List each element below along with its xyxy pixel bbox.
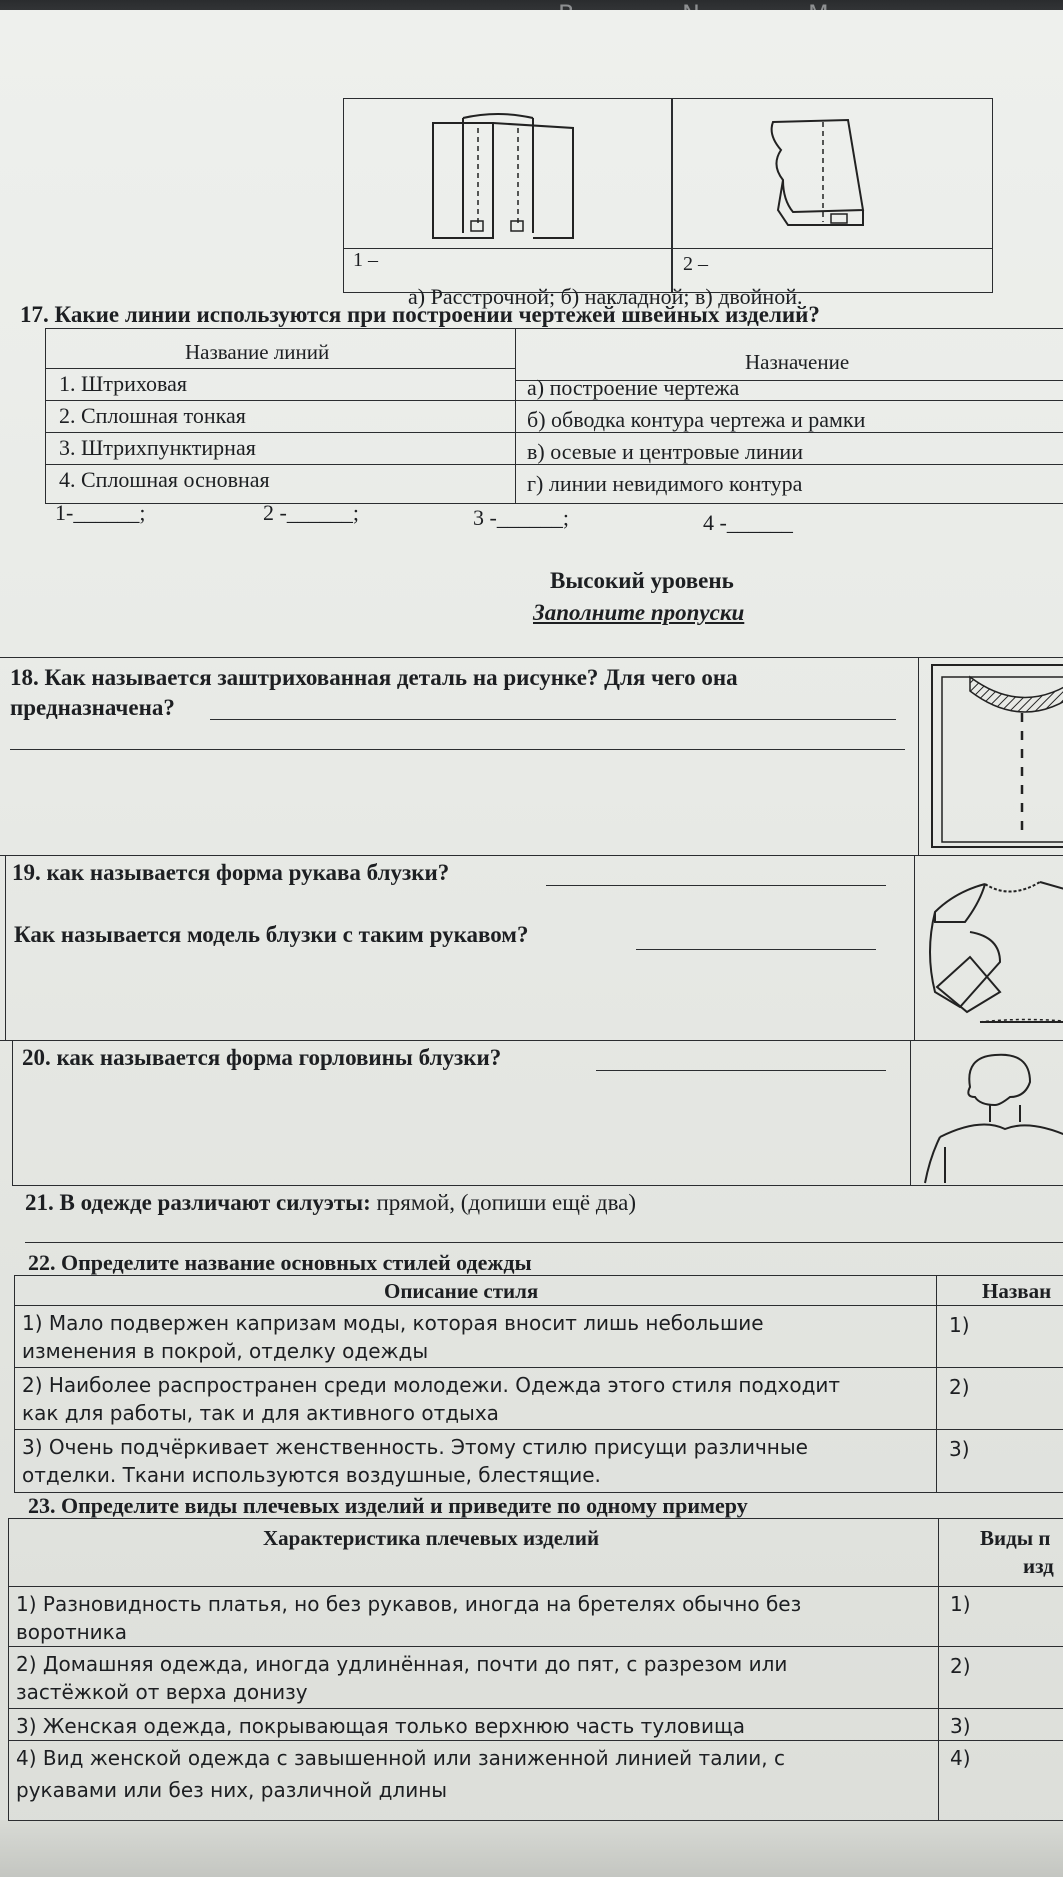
q17-answer-3[interactable]: 3 -______; [473, 505, 569, 530]
q18-image-divider [918, 657, 919, 855]
section-title: Высокий уровень [550, 568, 734, 593]
questions-18-20-table [0, 657, 1063, 1187]
seam-figure-table [343, 98, 993, 293]
q18-top-line [0, 657, 1063, 658]
q23-row-2-number[interactable]: 2) [950, 1654, 971, 1678]
q19-image-divider [914, 855, 915, 1040]
q17-header-line-left [45, 368, 515, 369]
blouse-sleeve-drawing [925, 862, 1063, 1040]
q21-question [25, 1190, 636, 1216]
q17-row-2-purpose: б) обводка контура чертежа и рамки [527, 407, 866, 432]
q22-row-2-line-1: 2) Наиболее распространен среди молодежи. Одежда этого стиля подходит [22, 1373, 841, 1397]
q23-header-desc: Характеристика плечевых изделий [263, 1526, 600, 1550]
q19-question-2: Как называется модель блузки с таким рукавом? [14, 922, 529, 947]
q19-question-1: 19. как называется форма рукава блузки? [12, 860, 450, 885]
q23-row-line-1 [8, 1646, 1063, 1647]
q22-row-2-line-2: как для работы, так и для активного отдыха [22, 1401, 499, 1425]
seam-drawing-1 [423, 108, 603, 243]
q23-table [8, 1518, 1063, 1821]
q17-header-purpose: Назначение [745, 350, 850, 374]
seam-cell-2-label: 2 – [683, 253, 708, 275]
q22-header-name: Назван [982, 1279, 1052, 1303]
q19-left-border [5, 855, 6, 1040]
q22-row-1-line-1: 1) Мало подвержен капризам моды, которая вносит лишь небольшие [22, 1311, 764, 1335]
q23-header-kinds-line-2: изд [1023, 1554, 1054, 1578]
q22-table [14, 1275, 1063, 1493]
q23-header-kinds-line-1: Виды п [980, 1526, 1051, 1550]
q20-answer-line[interactable] [596, 1070, 886, 1071]
q23-col-divider [938, 1518, 939, 1821]
q17-row-3-name: 3. Штрихпунктирная [59, 435, 256, 460]
q17-row-4-purpose: г) линии невидимого контура [527, 471, 803, 496]
q17-col-divider [515, 328, 516, 504]
q20-left-border [12, 1040, 13, 1185]
q22-row-line-2 [14, 1429, 1063, 1430]
q22-row-2-number[interactable]: 2) [949, 1375, 970, 1399]
q22-col-divider [936, 1275, 937, 1493]
seam-options: а) Расстрочной; б) накладной; в) двойной. [408, 284, 803, 309]
page-bottom-shadow [0, 1820, 1063, 1877]
q20-question: 20. как называется форма горловины блузки? [22, 1045, 502, 1070]
q17-table [45, 328, 1063, 504]
q19-answer-line-1[interactable] [546, 885, 886, 886]
q17-row-3-purpose: в) осевые и центровые линии [527, 439, 803, 464]
q17-row-4-name: 4. Сплошная основная [59, 467, 270, 492]
q18-line-2: предназначена? [10, 695, 175, 720]
q23-header-line [8, 1586, 1063, 1587]
q17-title: 17. Какие линии используются при построении чертежей швейных изделий? [20, 302, 820, 327]
section-subtitle: Заполните пропуски [533, 600, 745, 625]
seam-cell-1-label: 1 – [353, 249, 378, 271]
q23-row-1-line-2: воротника [16, 1620, 128, 1644]
q23-row-line-2 [8, 1708, 1063, 1709]
q22-row-3-line-2: отделки. Ткани используются воздушные, блестящие. [22, 1463, 601, 1487]
q23-row-4-line-2: рукавами или без них, различной длины [16, 1778, 448, 1802]
q21-bold-text: 21. В одежде различают силуэты: [25, 1190, 371, 1215]
q22-row-3-number[interactable]: 3) [949, 1437, 970, 1461]
q22-header-line [14, 1305, 1063, 1306]
q20-bottom-line [12, 1185, 1063, 1186]
q18-answer-line-1[interactable] [210, 719, 896, 720]
q17-answer-2[interactable]: 2 -______; [263, 500, 359, 525]
q21-answer-line[interactable] [25, 1242, 1063, 1243]
q23-row-4-number[interactable]: 4) [950, 1746, 971, 1770]
q19-top-line [0, 855, 1063, 856]
q20-image-divider [910, 1040, 911, 1185]
q18-line-1: 18. Как называется заштрихованная деталь на рисунке? Для чего она [10, 665, 738, 690]
q23-title: 23. Определите виды плечевых изделий и приведите по одному примеру [28, 1493, 748, 1518]
seam-drawing-2 [753, 110, 933, 240]
q23-row-2-line-1: 2) Домашняя одежда, иногда удлинённая, почти до пят, с разрезом или [16, 1652, 788, 1676]
q19-answer-line-2[interactable] [636, 949, 876, 950]
q22-title: 22. Определите название основных стилей одежды [28, 1250, 532, 1275]
blouse-neckline-drawing [920, 1047, 1063, 1185]
q17-answer-1[interactable]: 1-______; [55, 500, 146, 525]
q18-answer-line-2[interactable] [10, 749, 905, 750]
q22-row-1-line-2: изменения в покрой, отделку одежды [22, 1339, 429, 1363]
q23-row-line-3 [8, 1740, 1063, 1741]
q23-row-2-line-2: застёжкой от верха донизу [16, 1680, 308, 1704]
q22-row-3-line-1: 3) Очень подчёркивает женственность. Этому стилю присущи различные [22, 1435, 808, 1459]
q23-row-1-number[interactable]: 1) [950, 1592, 971, 1616]
q17-row-2-name: 2. Сплошная тонкая [59, 403, 246, 428]
q17-header-name: Название линий [185, 340, 330, 364]
q17-row-1-purpose: а) построение чертежа [527, 375, 740, 400]
seam-figure-divider [343, 248, 993, 249]
q22-row-1-number[interactable]: 1) [949, 1313, 970, 1337]
q23-row-3-line-1: 3) Женская одежда, покрывающая только верхнюю часть туловища [16, 1714, 746, 1738]
q20-top-line [0, 1040, 1063, 1041]
q17-row-1-name: 1. Штриховая [59, 371, 187, 396]
q22-row-line-1 [14, 1367, 1063, 1368]
q23-row-1-line-1: 1) Разновидность платья, но без рукавов, иногда на бретелях обычно без [16, 1592, 802, 1616]
q23-row-4-line-1: 4) Вид женской одежда с завышенной или заниженной линией талии, с [16, 1746, 785, 1770]
bodice-facing-drawing [930, 663, 1063, 851]
q17-answer-4[interactable]: 4 -______ [703, 510, 793, 535]
q22-header-desc: Описание стиля [384, 1279, 539, 1303]
q23-row-3-number[interactable]: 3) [950, 1714, 971, 1738]
q21-rest-text: прямой, (допиши ещё два) [370, 1190, 637, 1215]
